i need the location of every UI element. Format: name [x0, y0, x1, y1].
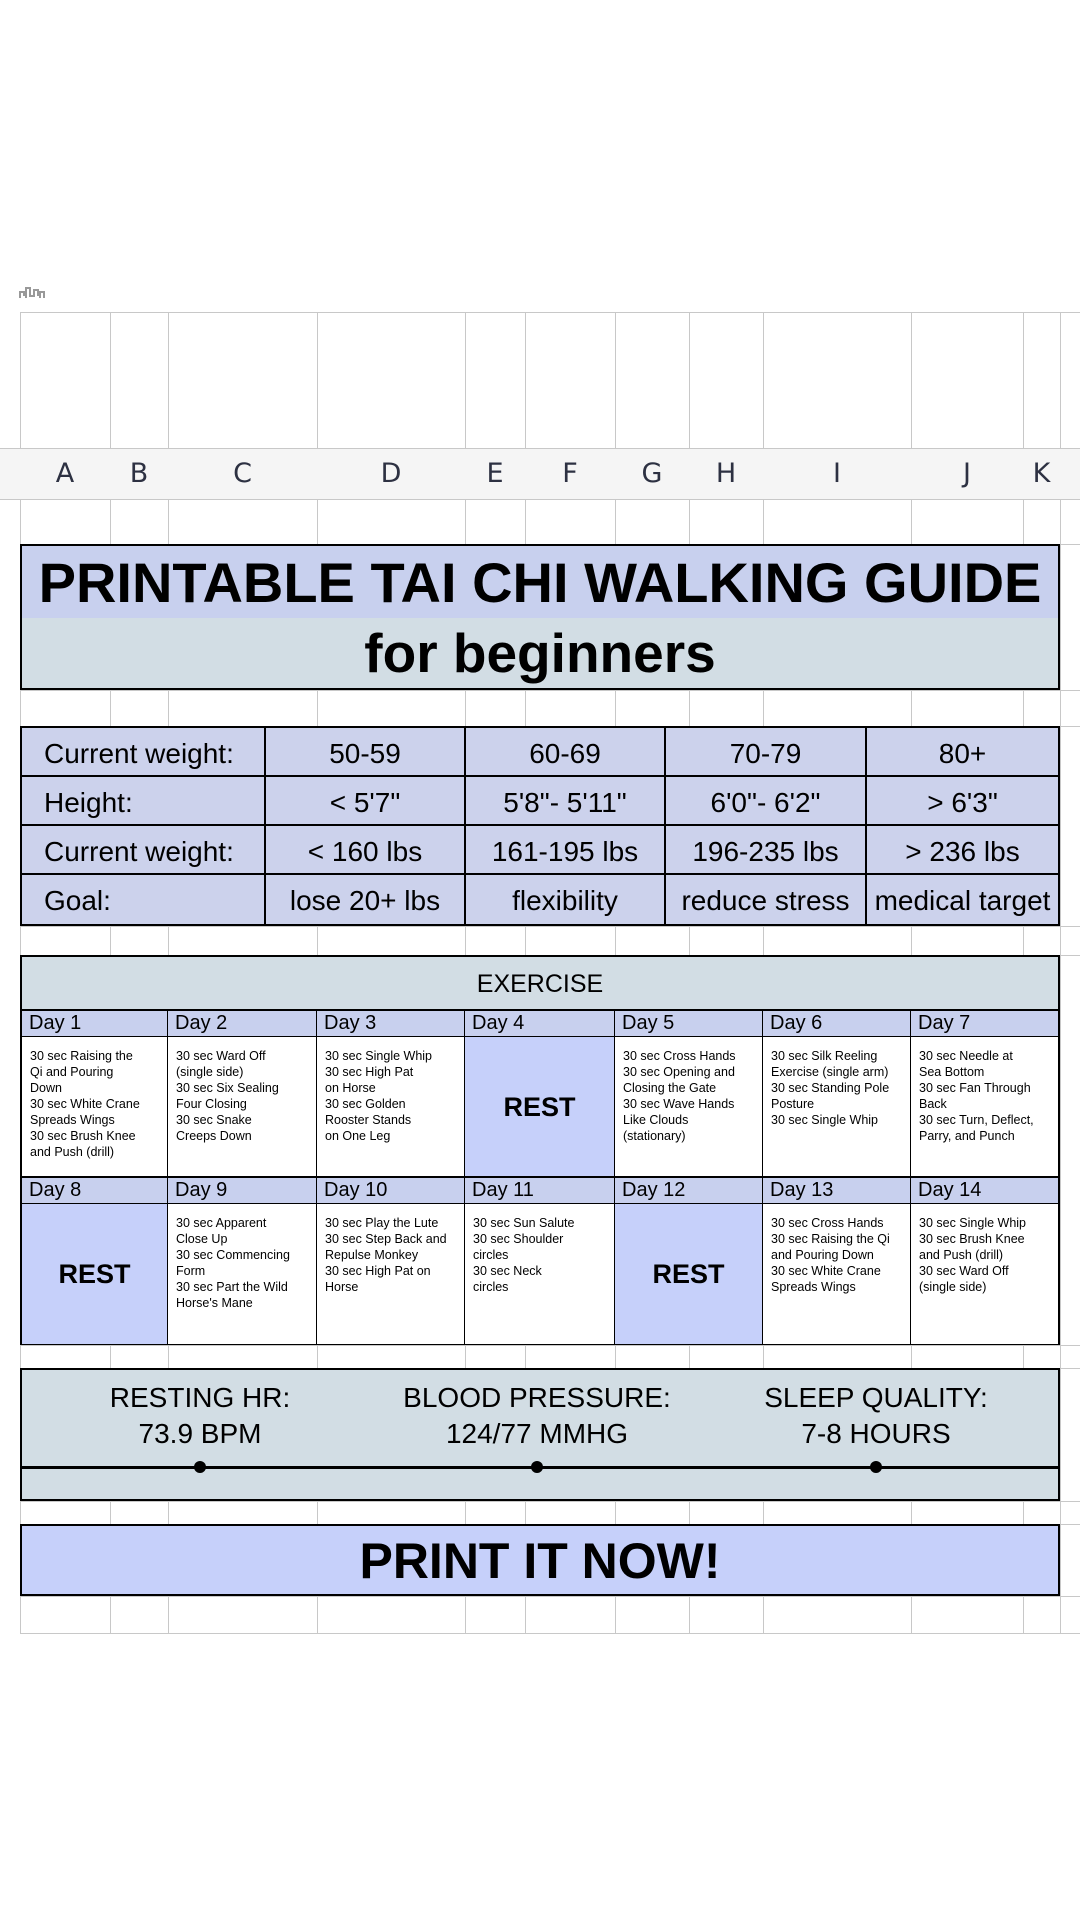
exercise-cell: 30 sec Apparent Close Up 30 sec Commencing Form 30 sec Part the Wild Horse's Mane — [168, 1204, 317, 1345]
info-value-cell: 70-79 — [666, 728, 867, 777]
timeline-dot — [194, 1461, 206, 1473]
day-label: Day 13 — [763, 1177, 911, 1204]
info-table — [20, 726, 1060, 926]
exercise-cell: 30 sec Silk Reeling Exercise (single arm) 30 sec Standing Pole Posture 30 sec Single Whip — [763, 1037, 911, 1177]
info-row-label: Current weight: — [22, 826, 266, 875]
info-row-label: Current weight: — [22, 728, 266, 777]
column-header-a[interactable]: A — [55, 458, 75, 489]
column-header-k[interactable]: K — [1032, 458, 1051, 489]
info-value-cell: 50-59 — [266, 728, 466, 777]
print-button[interactable]: PRINT IT NOW! — [20, 1524, 1060, 1596]
health-metric-label: SLEEP QUALITY: — [764, 1382, 988, 1413]
health-metric-value: 7-8 HOURS — [801, 1418, 951, 1449]
health-metric-value: 73.9 BPM — [138, 1418, 262, 1449]
column-header-c[interactable]: C — [233, 458, 252, 489]
health-metric-value: 124/77 MMHG — [445, 1418, 629, 1449]
info-value-cell: > 236 lbs — [867, 826, 1058, 875]
day-label: Day 12 — [615, 1177, 763, 1204]
exercise-cell: 30 sec Cross Hands 30 sec Raising the Qi and Pouring Down 30 sec White Crane Spreads Wings — [763, 1204, 911, 1345]
info-value-cell: lose 20+ lbs — [266, 875, 466, 924]
info-value-cell: < 160 lbs — [266, 826, 466, 875]
info-value-cell: 196-235 lbs — [666, 826, 867, 875]
exercise-cell: 30 sec Raising the Qi and Pouring Down 30 sec White Crane Spreads Wings 30 sec Brush Knee and Push (drill) — [20, 1037, 168, 1177]
column-header-d[interactable]: D — [380, 458, 402, 489]
exercise-header: EXERCISE — [20, 955, 1060, 1011]
info-value-cell: 5'8"- 5'11" — [466, 777, 666, 826]
grid-row-line — [20, 1596, 1080, 1597]
grid-row-line — [20, 926, 1080, 927]
column-header-b[interactable]: B — [129, 458, 149, 489]
grid-row-line — [20, 690, 1080, 691]
grid-row-line — [20, 312, 1080, 313]
info-value-cell: medical target — [874, 885, 1051, 916]
info-value-cell: 60-69 — [466, 728, 666, 777]
grid-column-line — [1060, 312, 1061, 1634]
day-label: Day 2 — [168, 1010, 317, 1037]
health-metric-label: BLOOD PRESSURE: — [403, 1382, 671, 1413]
health-metric-label: RESTING HR: — [109, 1382, 291, 1413]
health-metric — [30, 1380, 370, 1452]
day-label: Day 8 — [20, 1177, 168, 1204]
info-value-cell: > 6'3" — [867, 777, 1058, 826]
day-label: Day 11 — [465, 1177, 615, 1204]
rest-day-cell: REST — [615, 1204, 763, 1345]
info-row-label: Height: — [22, 777, 266, 826]
timeline-dot — [870, 1461, 882, 1473]
grid-row-line — [20, 1501, 1080, 1502]
column-header-f[interactable]: F — [562, 458, 578, 489]
day-label: Day 6 — [763, 1010, 911, 1037]
column-header-i[interactable]: I — [833, 458, 841, 489]
column-header-h[interactable]: H — [715, 458, 737, 489]
health-metric — [706, 1380, 1046, 1452]
column-header-g[interactable]: G — [641, 458, 663, 489]
week-2-row — [20, 1177, 1060, 1345]
grid-row-line — [20, 1345, 1080, 1346]
grid-row-line — [20, 1633, 1080, 1634]
rest-day-cell: REST — [465, 1037, 615, 1177]
info-value-cell: reduce stress — [666, 875, 867, 924]
info-value-cell: 6'0"- 6'2" — [666, 777, 867, 826]
column-header-e[interactable]: E — [486, 458, 504, 489]
page-subtitle: for beginners — [20, 618, 1060, 690]
column-header-j[interactable]: J — [963, 458, 971, 489]
exercise-cell: 30 sec Needle at Sea Bottom 30 sec Fan Through Back 30 sec Turn, Deflect, Parry, and Punch — [911, 1037, 1060, 1177]
exercise-cell: 30 sec Cross Hands 30 sec Opening and Closing the Gate 30 sec Wave Hands Like Clouds (stationary) — [615, 1037, 763, 1177]
info-value-cell: < 5'7" — [266, 777, 466, 826]
day-label: Day 4 — [465, 1010, 615, 1037]
exercise-cell: 30 sec Ward Off (single side) 30 sec Six Sealing Four Closing 30 sec Snake Creeps Down — [168, 1037, 317, 1177]
day-label: Day 3 — [317, 1010, 465, 1037]
info-row-label: Goal: — [22, 875, 266, 924]
day-label: Day 9 — [168, 1177, 317, 1204]
sheet-icon — [18, 284, 46, 300]
day-label: Day 14 — [911, 1177, 1060, 1204]
page-title: PRINTABLE TAI CHI WALKING GUIDE — [20, 544, 1060, 620]
info-value-cell: 80+ — [867, 728, 1058, 777]
exercise-cell: 30 sec Single Whip 30 sec High Pat on Horse 30 sec Golden Rooster Stands on One Leg — [317, 1037, 465, 1177]
exercise-cell: 30 sec Sun Salute 30 sec Shoulder circles 30 sec Neck circles — [465, 1204, 615, 1345]
health-metric — [367, 1380, 707, 1452]
week-1-row — [20, 1010, 1060, 1177]
day-label: Day 5 — [615, 1010, 763, 1037]
exercise-cell: 30 sec Play the Lute 30 sec Step Back and Repulse Monkey 30 sec High Pat on Horse — [317, 1204, 465, 1345]
day-label: Day 1 — [20, 1010, 168, 1037]
timeline-dot — [531, 1461, 543, 1473]
info-value-cell: flexibility — [466, 875, 666, 924]
info-value-cell: 161-195 lbs — [466, 826, 666, 875]
day-label: Day 10 — [317, 1177, 465, 1204]
rest-day-cell: REST — [20, 1204, 168, 1345]
day-label: Day 7 — [911, 1010, 1060, 1037]
exercise-cell: 30 sec Single Whip 30 sec Brush Knee and Push (drill) 30 sec Ward Off (single side) — [911, 1204, 1060, 1345]
